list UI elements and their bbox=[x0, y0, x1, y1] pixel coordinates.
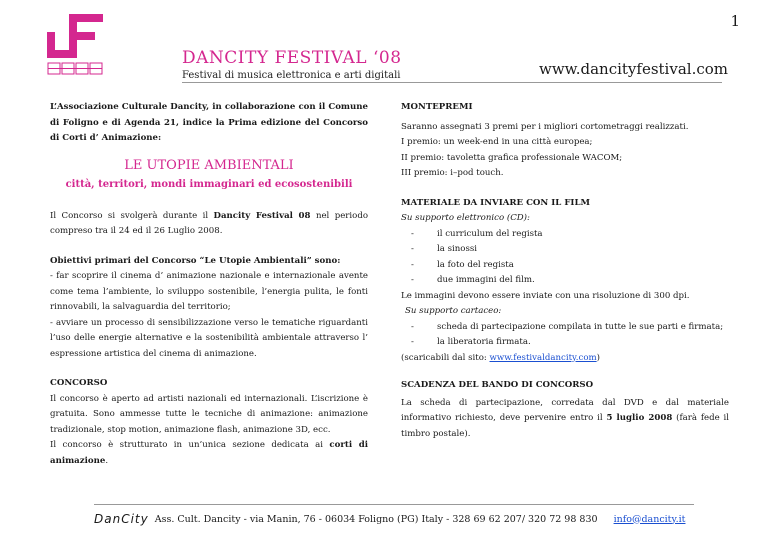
montepremi-intro: Saranno assegnati 3 premi per i migliori cortometraggi realizzati. bbox=[401, 121, 689, 132]
list-item: - scheda di partecipazione compilata in tutte le sue parti e firmata; bbox=[411, 320, 729, 336]
materiale-heading: MATERIALE DA INVIARE CON IL FILM bbox=[401, 197, 590, 208]
header-divider bbox=[182, 82, 722, 83]
right-column bbox=[401, 100, 729, 442]
dancity-logo-icon bbox=[47, 14, 105, 76]
festival-title: DANCITY FESTIVAL ‘08 bbox=[182, 48, 402, 68]
obiettivo-2: - avviare un processo di sensibilizzazione verso le tematiche riguardanti l’uso delle energie alternative e la sostenibilità ambientale attraverso l’ espressione artistica del cinema di animazione. bbox=[50, 317, 368, 359]
scaricabili-note: (scaricabili dal sito: www.festivaldancity.com) bbox=[401, 352, 600, 363]
contest-title: LE UTOPIE AMBIENTALI bbox=[124, 157, 294, 173]
concorso-heading: CONCORSO bbox=[50, 378, 108, 388]
dancity-signature: DanCity bbox=[94, 512, 149, 526]
obiettivi-heading: Obiettivi primari del Concorso “Le Utopie Ambientali” sono: bbox=[50, 255, 341, 266]
list-item: - due immagini del film. bbox=[411, 273, 729, 289]
cartaceo-list bbox=[411, 320, 729, 351]
scadenza-heading: SCADENZA DEL BANDO DI CONCORSO bbox=[401, 380, 594, 390]
supporto-elettronico-label: Su supporto elettronico (CD): bbox=[401, 213, 530, 223]
footer-divider bbox=[94, 504, 694, 505]
contest-subtitle: città, territori, mondi immaginari ed ecosostenibili bbox=[65, 178, 353, 190]
supporto-cartaceo-label: Su supporto cartaceo: bbox=[405, 306, 502, 316]
left-column bbox=[50, 100, 368, 469]
list-item: - la sinossi bbox=[411, 242, 729, 258]
intro-paragraph: L’Associazione Culturale Dancity, in collaborazione con il Comune di Foligno e di Agenda 21, indice la Prima edizione del Concorso di Corti d’ Animazione: bbox=[50, 102, 368, 143]
risoluzione-note: Le immagini devono essere inviate con una risoluzione di 300 dpi. bbox=[401, 290, 690, 301]
website-link[interactable]: www.dancityfestival.com bbox=[538, 60, 728, 78]
footer bbox=[94, 512, 685, 526]
premio-3: III premio: i–pod touch. bbox=[401, 168, 504, 178]
premio-1: I premio: un week-end in una città europea; bbox=[401, 137, 593, 147]
festival-subtitle: Festival di musica elettronica e arti digitali bbox=[182, 70, 401, 81]
concorso-text: Il concorso è aperto ad artisti nazionali ed internazionali. L’iscrizione è gratuita. Sono ammesse tutte le tecniche di animazione: animazione tradizionale, stop motion, animazione flash, animazione 3D, ecc. bbox=[50, 393, 368, 435]
montepremi-heading: MONTEPREMI bbox=[401, 102, 473, 112]
scadenza-paragraph: La scheda di partecipazione, corredata dal DVD e dal materiale informativo richiesto, deve pervenire entro il 5 luglio 2008 (farà fede il timbro postale). bbox=[401, 397, 730, 439]
premio-2: II premio: tavoletta grafica professionale WACOM; bbox=[401, 152, 623, 163]
list-item: - il curriculum del regista bbox=[411, 227, 729, 243]
obiettivo-1: - far scoprire il cinema d’ animazione nazionale e internazionale avente come tema l’ambiente, lo sviluppo sostenibile, l’energia pulita, le fonti rinnovabili, la salvaguardia del territorio; bbox=[50, 271, 368, 312]
list-item: - la liberatoria firmata. bbox=[411, 335, 729, 351]
dates-paragraph: Il Concorso si svolgerà durante il Dancity Festival 08 nel periodo compreso tra il 24 ed il 26 Luglio 2008. bbox=[50, 210, 368, 236]
list-item: - la foto del regista bbox=[411, 258, 729, 274]
footer-address: Ass. Cult. Dancity - via Manin, 76 - 06034 Foligno (PG) Italy - 328 69 62 207/ 320 72 98 830 bbox=[154, 513, 598, 525]
footer-email-link[interactable]: info@dancity.it bbox=[613, 513, 686, 525]
struttura-paragraph: Il concorso è strutturato in un’unica sezione dedicata ai corti di animazione. bbox=[50, 440, 369, 466]
elettronico-list bbox=[411, 227, 729, 289]
festival-site-link[interactable]: www.festivaldancity.com bbox=[489, 352, 597, 363]
page-number: 1 bbox=[730, 12, 740, 30]
